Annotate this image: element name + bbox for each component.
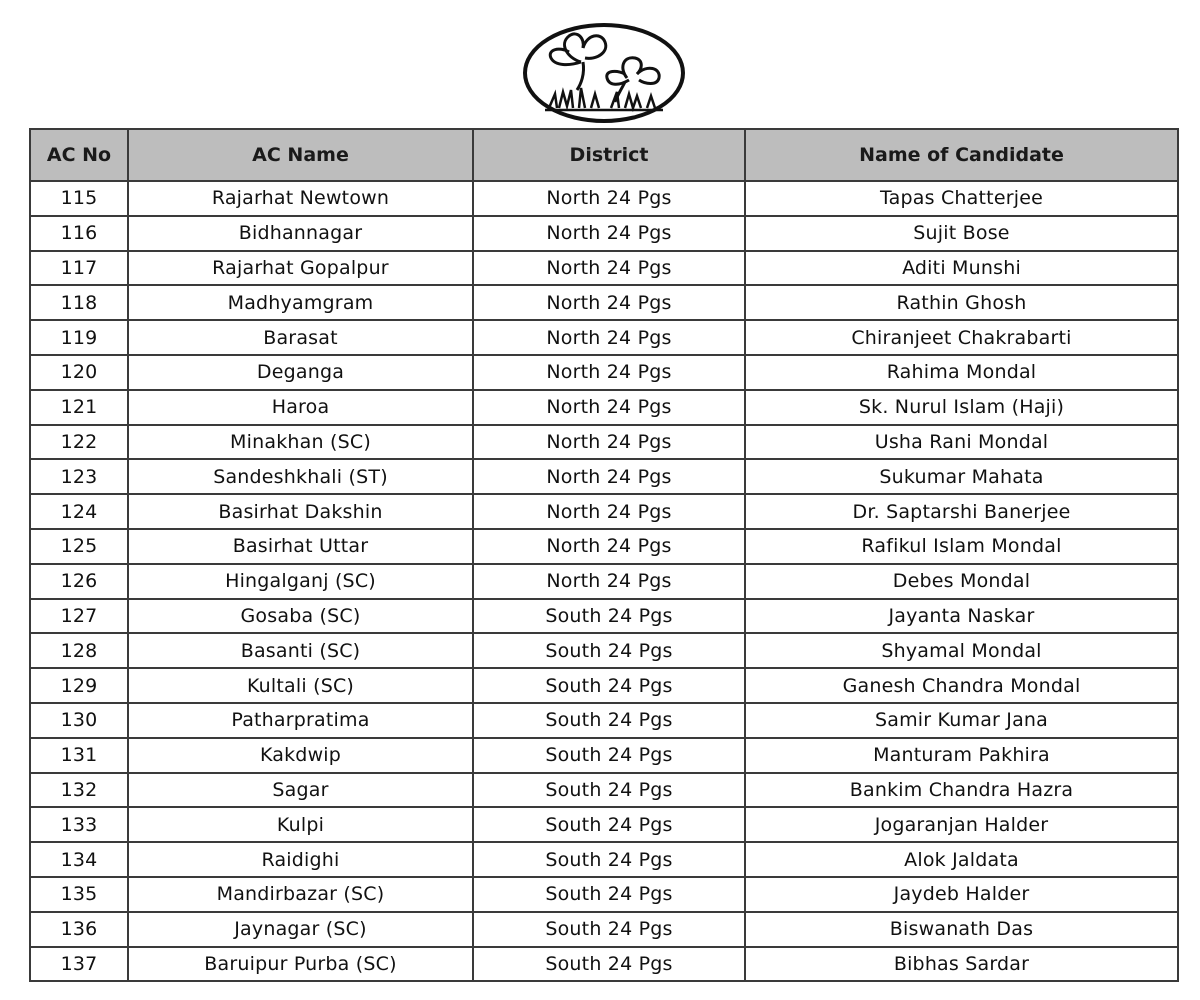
ac-name-cell: Minakhan (SC) [128,425,473,460]
candidate-name-cell: Ganesh Chandra Mondal [745,668,1178,703]
header-ac-name: AC Name [128,129,473,181]
district-cell: North 24 Pgs [473,529,745,564]
ac-no-cell: 133 [30,807,128,842]
ac-name-cell: Gosaba (SC) [128,599,473,634]
table-row [30,216,1178,251]
header-district: District [473,129,745,181]
district-cell: South 24 Pgs [473,738,745,773]
candidate-name-cell: Jayanta Naskar [745,599,1178,634]
ac-no-cell: 130 [30,703,128,738]
ac-no-cell: 119 [30,320,128,355]
candidate-name-cell: Sujit Bose [745,216,1178,251]
candidate-name-cell: Tapas Chatterjee [745,181,1178,216]
candidate-name-cell: Rafikul Islam Mondal [745,529,1178,564]
district-cell: North 24 Pgs [473,320,745,355]
ac-name-cell: Basanti (SC) [128,633,473,668]
ac-name-cell: Basirhat Dakshin [128,494,473,529]
table-row [30,425,1178,460]
candidate-name-cell: Biswanath Das [745,912,1178,947]
district-cell: South 24 Pgs [473,912,745,947]
ac-no-cell: 136 [30,912,128,947]
table-row [30,668,1178,703]
district-cell: South 24 Pgs [473,668,745,703]
table-row [30,807,1178,842]
ac-no-cell: 127 [30,599,128,634]
twin-flowers-grass-emblem-icon [521,22,687,124]
district-cell: South 24 Pgs [473,633,745,668]
table-row [30,599,1178,634]
ac-no-cell: 126 [30,564,128,599]
ac-no-cell: 120 [30,355,128,390]
district-cell: North 24 Pgs [473,425,745,460]
district-cell: South 24 Pgs [473,947,745,982]
table-body [30,181,1178,981]
table-row [30,738,1178,773]
district-cell: South 24 Pgs [473,599,745,634]
ac-no-cell: 134 [30,842,128,877]
district-cell: South 24 Pgs [473,703,745,738]
ac-name-cell: Barasat [128,320,473,355]
ac-name-cell: Rajarhat Newtown [128,181,473,216]
ac-no-cell: 117 [30,251,128,286]
table-row [30,251,1178,286]
candidate-name-cell: Sk. Nurul Islam (Haji) [745,390,1178,425]
candidate-name-cell: Debes Mondal [745,564,1178,599]
ac-name-cell: Mandirbazar (SC) [128,877,473,912]
ac-name-cell: Patharpratima [128,703,473,738]
district-cell: North 24 Pgs [473,564,745,599]
candidate-name-cell: Bibhas Sardar [745,947,1178,982]
district-cell: North 24 Pgs [473,494,745,529]
ac-name-cell: Kultali (SC) [128,668,473,703]
table-row [30,459,1178,494]
table-row [30,912,1178,947]
candidate-name-cell: Samir Kumar Jana [745,703,1178,738]
candidate-name-cell: Dr. Saptarshi Banerjee [745,494,1178,529]
table-row [30,494,1178,529]
ac-no-cell: 135 [30,877,128,912]
ac-name-cell: Jaynagar (SC) [128,912,473,947]
header-candidate: Name of Candidate [745,129,1178,181]
district-cell: North 24 Pgs [473,216,745,251]
ac-no-cell: 116 [30,216,128,251]
ac-name-cell: Rajarhat Gopalpur [128,251,473,286]
ac-name-cell: Haroa [128,390,473,425]
candidate-name-cell: Rathin Ghosh [745,285,1178,320]
ac-name-cell: Deganga [128,355,473,390]
candidate-name-cell: Jaydeb Halder [745,877,1178,912]
table-row [30,181,1178,216]
ac-no-cell: 121 [30,390,128,425]
district-cell: North 24 Pgs [473,285,745,320]
candidate-name-cell: Usha Rani Mondal [745,425,1178,460]
ac-no-cell: 132 [30,773,128,808]
district-cell: South 24 Pgs [473,842,745,877]
table-header-row [30,129,1178,181]
ac-name-cell: Sandeshkhali (ST) [128,459,473,494]
ac-no-cell: 115 [30,181,128,216]
party-logo [521,22,687,124]
ac-no-cell: 131 [30,738,128,773]
header-ac-no: AC No [30,129,128,181]
ac-no-cell: 125 [30,529,128,564]
candidate-name-cell: Sukumar Mahata [745,459,1178,494]
district-cell: North 24 Pgs [473,181,745,216]
table-row [30,877,1178,912]
candidate-name-cell: Rahima Mondal [745,355,1178,390]
ac-no-cell: 118 [30,285,128,320]
table-row [30,703,1178,738]
district-cell: South 24 Pgs [473,877,745,912]
table-row [30,390,1178,425]
ac-name-cell: Madhyamgram [128,285,473,320]
ac-name-cell: Basirhat Uttar [128,529,473,564]
table-row [30,842,1178,877]
candidate-name-cell: Jogaranjan Halder [745,807,1178,842]
ac-no-cell: 123 [30,459,128,494]
table-row [30,947,1178,982]
candidate-table [29,128,1179,982]
ac-no-cell: 128 [30,633,128,668]
ac-no-cell: 137 [30,947,128,982]
candidate-name-cell: Shyamal Mondal [745,633,1178,668]
candidate-name-cell: Aditi Munshi [745,251,1178,286]
district-cell: North 24 Pgs [473,459,745,494]
table-row [30,564,1178,599]
table-row [30,285,1178,320]
ac-name-cell: Kakdwip [128,738,473,773]
candidate-name-cell: Manturam Pakhira [745,738,1178,773]
table-row [30,633,1178,668]
district-cell: South 24 Pgs [473,807,745,842]
ac-name-cell: Kulpi [128,807,473,842]
ac-name-cell: Bidhannagar [128,216,473,251]
district-cell: North 24 Pgs [473,390,745,425]
ac-name-cell: Raidighi [128,842,473,877]
ac-name-cell: Sagar [128,773,473,808]
candidate-name-cell: Bankim Chandra Hazra [745,773,1178,808]
district-cell: North 24 Pgs [473,251,745,286]
table-row [30,320,1178,355]
table-row [30,529,1178,564]
ac-no-cell: 124 [30,494,128,529]
ac-name-cell: Baruipur Purba (SC) [128,947,473,982]
ac-no-cell: 129 [30,668,128,703]
table-row [30,355,1178,390]
ac-no-cell: 122 [30,425,128,460]
candidate-name-cell: Alok Jaldata [745,842,1178,877]
ac-name-cell: Hingalganj (SC) [128,564,473,599]
district-cell: South 24 Pgs [473,773,745,808]
district-cell: North 24 Pgs [473,355,745,390]
table-row [30,773,1178,808]
candidate-name-cell: Chiranjeet Chakrabarti [745,320,1178,355]
